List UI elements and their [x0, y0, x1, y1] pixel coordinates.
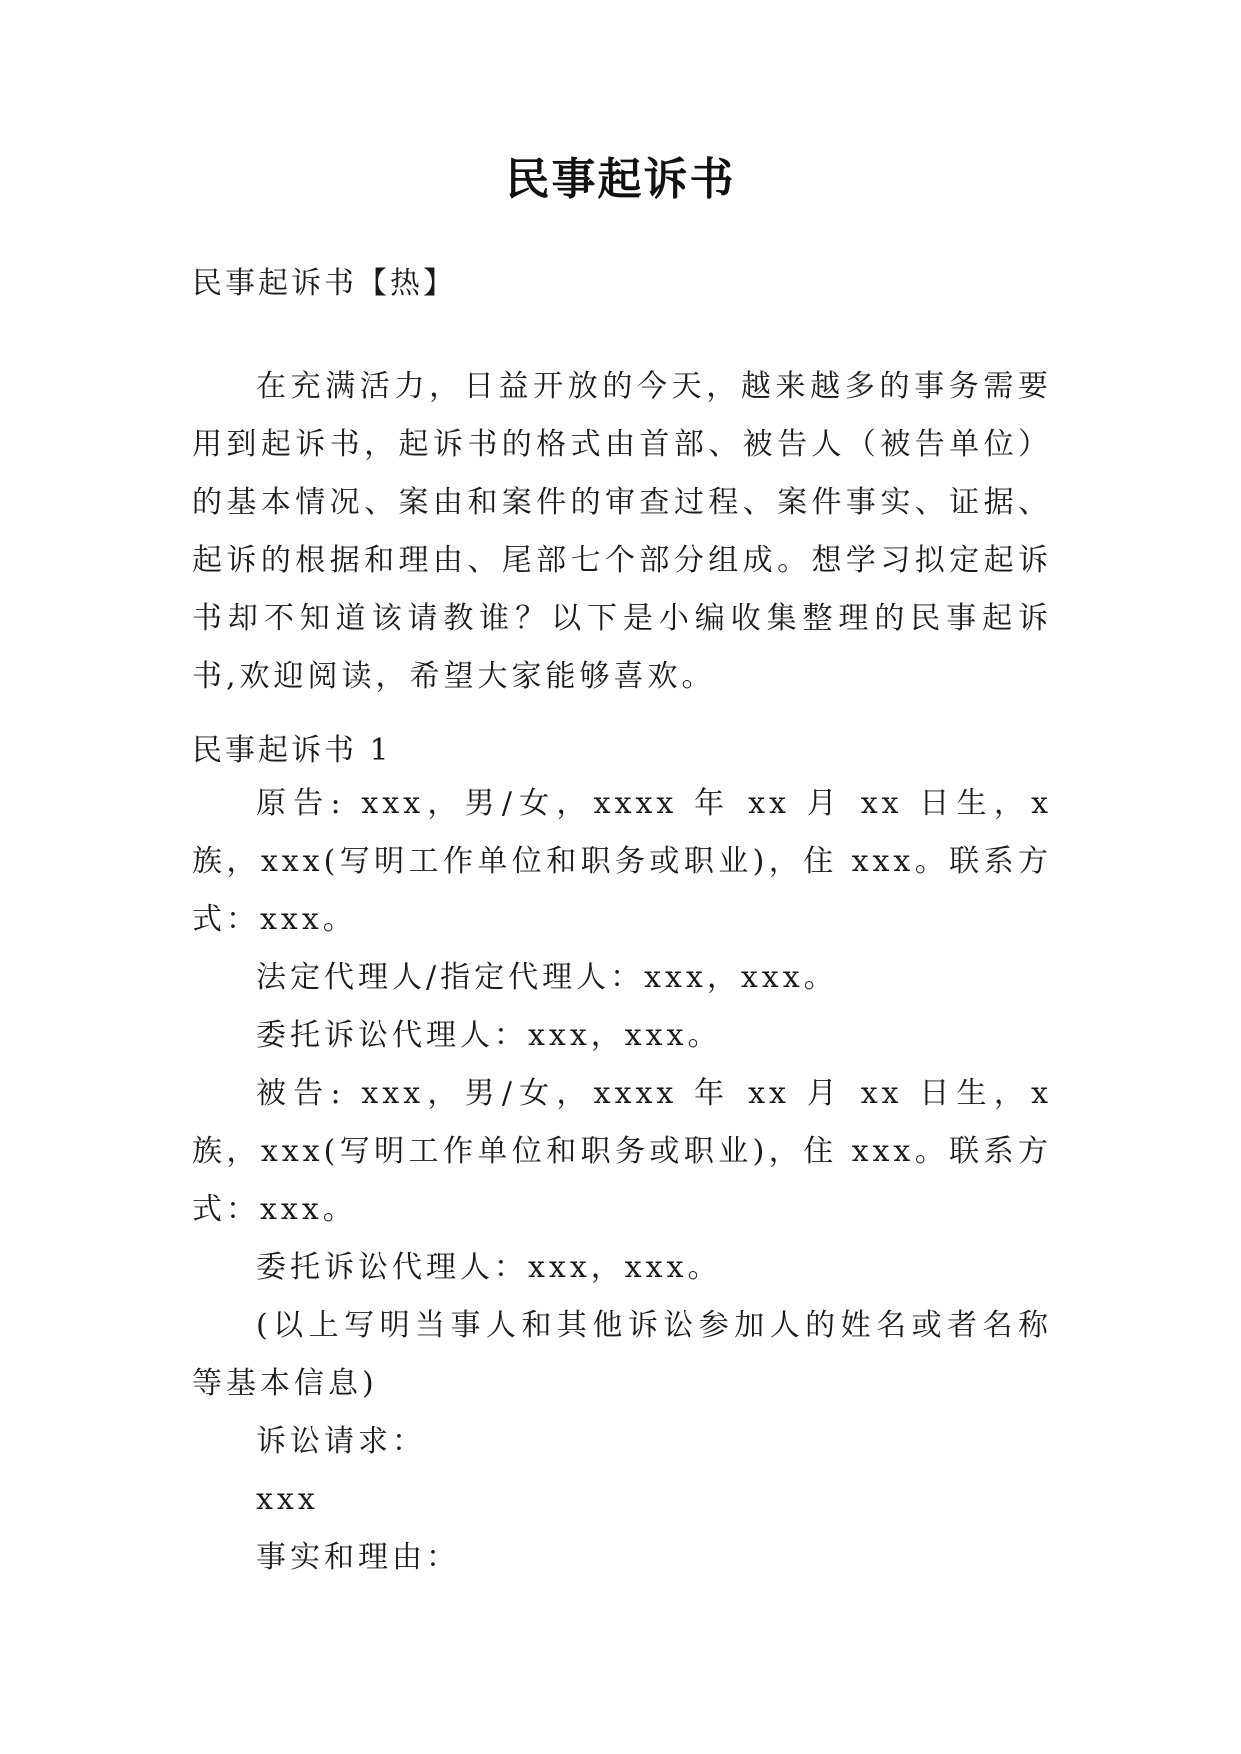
plaintiff-agent-paragraph: 委托诉讼代理人：xxx，xxx。 [256, 1018, 722, 1053]
legal-representative-paragraph: 法定代理人/指定代理人：xxx，xxx。 [256, 960, 838, 995]
defendant-paragraph: 被告: xxx，男/女，xxxx 年 xx 月 xx 日生，x 族，xxx(写明工作单位和职务或职业)，住 xxx。联系方式：xxx。 [192, 1076, 1052, 1227]
facts-heading: 事实和理由： [256, 1540, 460, 1575]
document-title: 民事起诉书 [505, 154, 736, 205]
parties-note-paragraph: (以上写明当事人和其他诉讼参加人的姓名或者名称等基本信息) [192, 1308, 1052, 1401]
intro-block [192, 358, 1052, 706]
section-heading: 民事起诉书 1 [192, 733, 392, 768]
claims-heading: 诉讼请求： [256, 1424, 426, 1459]
plaintiff-paragraph: 原告: xxx，男/女，xxxx 年 xx 月 xx 日生，x 族，xxx(写明工作单位和职务或职业)，住 xxx。联系方式：xxx。 [192, 786, 1052, 937]
complaint-body [192, 775, 1052, 1587]
claims-content: xxx [256, 1482, 319, 1517]
intro-paragraph: 在充满活力，日益开放的今天，越来越多的事务需要用到起诉书，起诉书的格式由首部、被告人（被告单位）的基本情况、案由和案件的审查过程、案件事实、证据、起诉的根据和理由、尾部七个部分组成。想学习拟定起诉书却不知道该请教谁？以下是小编收集整理的民事起诉书,欢迎阅读，希望大家能够喜欢。 [192, 369, 1052, 694]
defendant-agent-paragraph: 委托诉讼代理人：xxx，xxx。 [256, 1250, 722, 1285]
document-subtitle: 民事起诉书【热】 [192, 266, 456, 301]
